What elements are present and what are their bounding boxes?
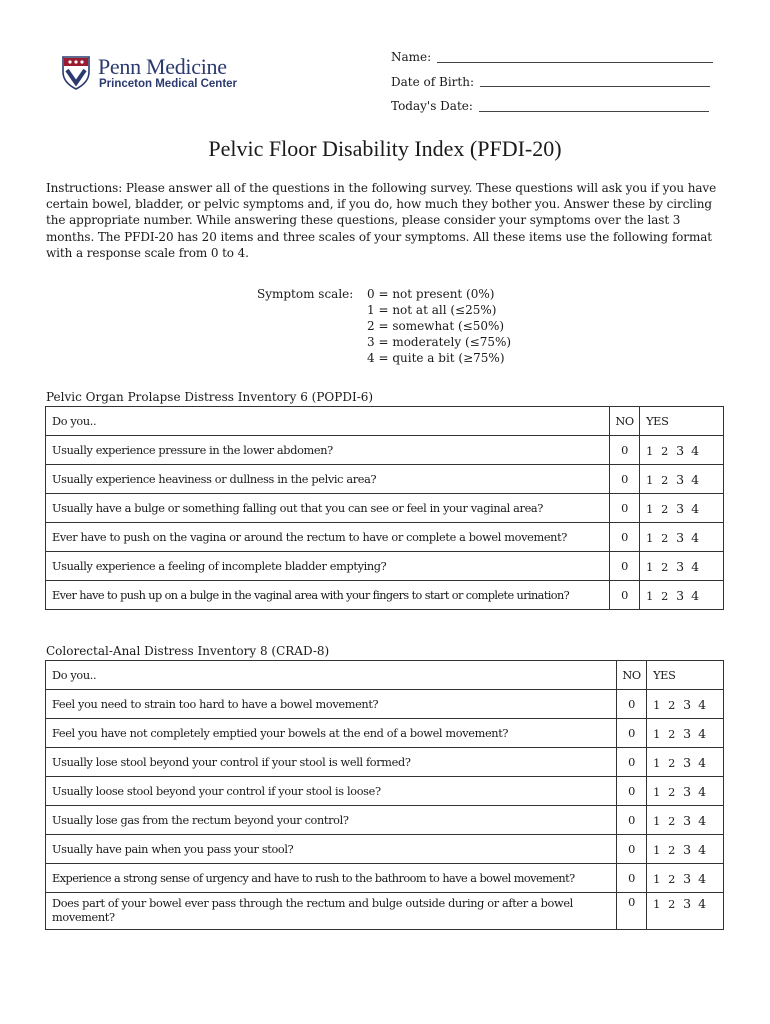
yes-option[interactable]: 1 <box>646 560 653 574</box>
question-text: Experience a strong sense of urgency and have to rush to the bathroom to have a bowel movement? <box>46 864 617 893</box>
scale-item: 4 = quite a bit (≥75%) <box>367 351 505 365</box>
no-header: NO <box>617 661 647 690</box>
yes-option[interactable]: 2 <box>668 698 675 712</box>
yes-header: YES <box>647 661 724 690</box>
question-text: Usually lose gas from the rectum beyond your control? <box>46 806 617 835</box>
section-title-crad8: Colorectal-Anal Distress Inventory 8 (CRAD-8) <box>46 644 330 658</box>
question-text: Feel you have not completely emptied your bowels at the end of a bowel movement? <box>46 719 617 748</box>
no-option[interactable]: 0 <box>610 552 640 581</box>
yes-option[interactable]: 2 <box>661 531 668 545</box>
yes-option[interactable]: 3 <box>683 783 691 799</box>
dob-line[interactable] <box>480 70 710 88</box>
question-text: Usually experience a feeling of incomplete bladder emptying? <box>46 552 610 581</box>
no-option[interactable]: 0 <box>617 864 647 893</box>
yes-option[interactable]: 3 <box>676 529 684 545</box>
yes-options <box>647 835 724 864</box>
no-option[interactable]: 0 <box>617 719 647 748</box>
yes-option[interactable]: 2 <box>668 814 675 828</box>
logo-name: Penn Medicine <box>98 54 227 79</box>
question-text: Ever have to push on the vagina or around the rectum to have or complete a bowel movement? <box>46 523 610 552</box>
yes-option[interactable]: 2 <box>661 502 668 516</box>
no-option[interactable]: 0 <box>610 494 640 523</box>
todays-date-line[interactable] <box>479 94 709 112</box>
yes-options <box>640 465 724 494</box>
yes-option[interactable]: 1 <box>653 727 660 741</box>
yes-option[interactable]: 2 <box>668 843 675 857</box>
yes-option[interactable]: 3 <box>676 442 684 458</box>
no-option[interactable]: 0 <box>617 835 647 864</box>
table-row <box>46 719 724 748</box>
question-text: Ever have to push up on a bulge in the vaginal area with your fingers to start or complete urination? <box>46 581 610 610</box>
yes-option[interactable]: 4 <box>698 696 706 712</box>
yes-option[interactable]: 2 <box>661 444 668 458</box>
scale-item: 2 = somewhat (≤50%) <box>367 319 505 333</box>
table-row <box>46 436 724 465</box>
symptom-scale-label: Symptom scale: <box>257 287 354 301</box>
dob-label: Date of Birth: <box>391 74 474 89</box>
yes-option[interactable]: 1 <box>653 814 660 828</box>
no-option[interactable]: 0 <box>610 523 640 552</box>
yes-option[interactable]: 3 <box>676 587 684 603</box>
yes-option[interactable]: 3 <box>683 896 691 911</box>
yes-option[interactable]: 2 <box>661 473 668 487</box>
no-option[interactable]: 0 <box>617 690 647 719</box>
yes-option[interactable]: 1 <box>653 898 660 911</box>
yes-option[interactable]: 3 <box>676 558 684 574</box>
yes-options <box>647 690 724 719</box>
yes-option[interactable]: 1 <box>646 502 653 516</box>
yes-header: YES <box>640 407 724 436</box>
no-option[interactable]: 0 <box>610 465 640 494</box>
yes-option[interactable]: 1 <box>646 444 653 458</box>
question-text: Usually loose stool beyond your control if your stool is loose? <box>46 777 617 806</box>
yes-options <box>647 864 724 893</box>
no-option[interactable]: 0 <box>617 893 647 930</box>
yes-option[interactable]: 1 <box>646 589 653 603</box>
yes-option[interactable]: 3 <box>683 725 691 741</box>
yes-option[interactable]: 3 <box>683 870 691 886</box>
yes-option[interactable]: 1 <box>646 473 653 487</box>
page-title: Pelvic Floor Disability Index (PFDI-20) <box>208 136 562 161</box>
patient-info <box>391 45 713 119</box>
question-header: Do you.. <box>46 407 610 436</box>
yes-option[interactable]: 4 <box>698 870 706 886</box>
table-row <box>46 465 724 494</box>
no-option[interactable]: 0 <box>617 777 647 806</box>
question-text: Does part of your bowel ever pass through the rectum and bulge outside during or after a bowel movement? <box>46 893 617 930</box>
question-header: Do you.. <box>46 661 617 690</box>
question-text: Usually experience pressure in the lower abdomen? <box>46 436 610 465</box>
yes-option[interactable]: 1 <box>653 872 660 886</box>
table-row <box>46 552 724 581</box>
yes-option[interactable]: 2 <box>668 727 675 741</box>
name-field[interactable] <box>391 45 713 70</box>
question-text: Usually have pain when you pass your stool? <box>46 835 617 864</box>
yes-options <box>647 806 724 835</box>
yes-option[interactable]: 4 <box>691 587 699 603</box>
yes-option[interactable]: 4 <box>691 471 699 487</box>
table-row <box>46 523 724 552</box>
table-row <box>46 581 724 610</box>
yes-option[interactable]: 2 <box>661 589 668 603</box>
scale-item: 0 = not present (0%) <box>367 287 495 301</box>
yes-option[interactable]: 2 <box>668 898 675 911</box>
table-row <box>46 864 724 893</box>
yes-options <box>647 777 724 806</box>
question-text: Usually have a bulge or something falling out that you can see or feel in your vaginal area? <box>46 494 610 523</box>
yes-options <box>647 893 724 930</box>
no-option[interactable]: 0 <box>610 581 640 610</box>
section-title-popdi6: Pelvic Organ Prolapse Distress Inventory 6 (POPDI-6) <box>46 390 374 404</box>
question-text: Feel you need to strain too hard to have a bowel movement? <box>46 690 617 719</box>
table-row <box>46 835 724 864</box>
yes-options <box>647 719 724 748</box>
popdi6-table <box>45 406 724 610</box>
instructions: Instructions: Please answer all of the questions in the following survey. These questions will ask you if you have certain bowel, bladder, or pelvic symptoms and, if you do, how much they bother you. Answer these by circling the appropriate number. While answering these questions, please consider your symptoms over the last 3 months. The PFDI-20 has 20 items and three scales of your symptoms. All these items use the following format with a response scale from 0 to 4. <box>46 181 717 260</box>
table-row <box>46 494 724 523</box>
yes-option[interactable]: 4 <box>691 558 699 574</box>
name-label: Name: <box>391 50 432 64</box>
yes-option[interactable]: 4 <box>698 725 706 741</box>
crad8-table <box>45 660 724 930</box>
scale-item: 3 = moderately (≤75%) <box>367 335 512 349</box>
yes-option[interactable]: 4 <box>691 442 699 458</box>
question-text: Usually lose stool beyond your control if your stool is well formed? <box>46 748 617 777</box>
logo-subtitle: Princeton Medical Center <box>99 78 238 90</box>
yes-option[interactable]: 3 <box>683 696 691 712</box>
question-text: Usually experience heaviness or dullness in the pelvic area? <box>46 465 610 494</box>
yes-options <box>640 552 724 581</box>
yes-options <box>640 494 724 523</box>
no-option[interactable]: 0 <box>610 436 640 465</box>
yes-option[interactable]: 2 <box>668 872 675 886</box>
yes-option[interactable]: 1 <box>646 531 653 545</box>
yes-option[interactable]: 4 <box>698 754 706 770</box>
yes-option[interactable]: 1 <box>653 843 660 857</box>
penn-shield-icon <box>62 56 90 90</box>
dob-field[interactable] <box>391 70 713 95</box>
todays-date-label: Today's Date: <box>391 99 473 113</box>
yes-option[interactable]: 1 <box>653 756 660 770</box>
table-row <box>46 806 724 835</box>
yes-option[interactable]: 2 <box>668 756 675 770</box>
yes-option[interactable]: 3 <box>676 471 684 487</box>
table-header-row <box>46 407 724 436</box>
todays-date-field[interactable] <box>391 94 713 119</box>
yes-option[interactable]: 2 <box>668 785 675 799</box>
yes-option[interactable]: 4 <box>698 812 706 828</box>
table-row <box>46 690 724 719</box>
table-row <box>46 893 724 930</box>
yes-option[interactable]: 2 <box>661 560 668 574</box>
yes-option[interactable]: 4 <box>691 500 699 516</box>
scale-item: 1 = not at all (≤25%) <box>367 303 497 317</box>
yes-option[interactable]: 3 <box>683 841 691 857</box>
no-header: NO <box>610 407 640 436</box>
table-header-row <box>46 661 724 690</box>
yes-option[interactable]: 3 <box>683 754 691 770</box>
no-option[interactable]: 0 <box>617 806 647 835</box>
no-option[interactable]: 0 <box>617 748 647 777</box>
yes-option[interactable]: 4 <box>698 841 706 857</box>
yes-options <box>640 581 724 610</box>
yes-options <box>640 436 724 465</box>
name-line[interactable] <box>437 45 713 63</box>
yes-option[interactable]: 4 <box>698 783 706 799</box>
penn-medicine-logo <box>62 56 262 96</box>
yes-option[interactable]: 3 <box>676 500 684 516</box>
yes-options <box>647 748 724 777</box>
table-row <box>46 748 724 777</box>
yes-option[interactable]: 1 <box>653 785 660 799</box>
yes-option[interactable]: 1 <box>653 698 660 712</box>
yes-option[interactable]: 4 <box>691 529 699 545</box>
table-row <box>46 777 724 806</box>
yes-option[interactable]: 3 <box>683 812 691 828</box>
yes-option[interactable]: 4 <box>698 896 706 911</box>
yes-options <box>640 523 724 552</box>
